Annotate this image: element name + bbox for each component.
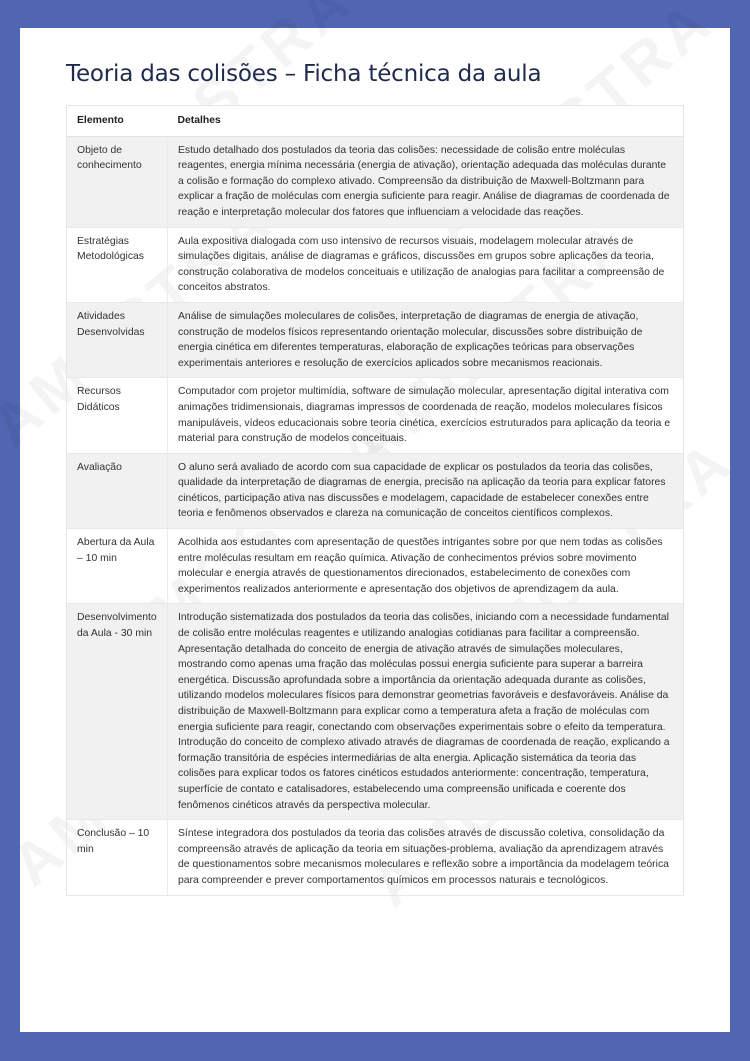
row-element: Recursos Didáticos	[67, 378, 168, 453]
row-element: Abertura da Aula – 10 min	[67, 529, 168, 604]
table-row	[67, 227, 684, 302]
table-row	[67, 136, 684, 227]
header-details: Detalhes	[168, 106, 684, 137]
row-details: Computador com projetor multimídia, software de simulação molecular, apresentação digital interativa com animações tridimensionais, diagramas impressos de coordenada de reação, modelos moleculares físicos manipuláveis, vídeos educacionais sobre teoria cinética, exercícios estruturados para aplicação da teoria e material para construção de modelos conceituais.	[168, 378, 684, 453]
row-details: O aluno será avaliado de acordo com sua capacidade de explicar os postulados da teoria das colisões, qualidade da interpretação de diagramas de energia, precisão na aplicação da teoria para explicar fatores cinéticos, participação ativa nas discussões e modelagem, capacidade de estabelecer conexões entre teoria e fenômenos observados e clareza na comunicação de conceitos científicos complexos.	[168, 453, 684, 528]
table-header-row	[67, 106, 684, 137]
row-element: Atividades Desenvolvidas	[67, 302, 168, 377]
row-element: Conclusão – 10 min	[67, 820, 168, 895]
table-row	[67, 302, 684, 377]
row-details: Síntese integradora dos postulados da teoria das colisões através de discussão coletiva, consolidação da compreensão através de aplicação da teoria em situações-problema, avaliação da aprendizagem através de questionamentos sobre mecanismos moleculares e reflexão sobre a importância da modelagem teórica para compreender e prever comportamentos químicos em processos naturais e tecnológicos.	[168, 820, 684, 895]
row-details: Acolhida aos estudantes com apresentação de questões intrigantes sobre por que nem todas as colisões entre moléculas resultam em reação química. Ativação de conhecimentos prévios sobre movimento molecular e energia através de questionamentos direcionados, estabelecimento de conexões com experimentos realizados anteriormente e apresentação dos objetivos de aprendizagem da aula.	[168, 529, 684, 604]
table-row	[67, 378, 684, 453]
row-details: Introdução sistematizada dos postulados da teoria das colisões, iniciando com a necessidade fundamental de colisão entre moléculas reagentes e utilizando analogias cotidianas para facilitar a compreensão. Apresentação detalhada do conceito de energia de ativação através de simulações moleculares, mostrando como apenas uma fração das moléculas possui energia suficiente para superar a barreira energética. Discussão aprofundada sobre a importância da orientação adequada durante as colisões, utilizando modelos moleculares físicos para demonstrar geometrias favoráveis e desfavoráveis. Análise da distribuição de Maxwell-Boltzmann para explicar como a temperatura afeta a fração de moléculas com energia suficiente para reagir, conectando com observações experimentais sobre o efeito da temperatura. Introdução do conceito de complexo ativado através de diagramas de coordenada de reação, explicando a formação transitória de espécies intermediárias de alta energia. Aplicação sistemática da teoria das colisões para explicar todos os fatores cinéticos estudados anteriormente: concentração, temperatura, superfície de contato e catalisadores, estabelecendo uma compreensão unificada e coerente dos fenômenos cinéticos através da perspectiva molecular.	[168, 604, 684, 820]
page-title: Teoria das colisões – Ficha técnica da aula	[66, 61, 542, 87]
table-row	[67, 820, 684, 895]
table-row	[67, 529, 684, 604]
row-details: Estudo detalhado dos postulados da teoria das colisões: necessidade de colisão entre moléculas reagentes, energia mínima necessária (energia de ativação), orientação adequada das moléculas durante a colisão e formação do complexo ativado. Compreensão da distribuição de Maxwell-Boltzmann para explicar a fração de moléculas com energia suficiente para reagir. Análise de diagramas de coordenada de reação e interpretação molecular dos fatores que influenciam a velocidade das reações.	[168, 136, 684, 227]
table-row	[67, 453, 684, 528]
row-element: Avaliação	[67, 453, 168, 528]
row-details: Análise de simulações moleculares de colisões, interpretação de diagramas de energia de ativação, construção de modelos físicos representando orientação molecular, discussões sobre distribuição de energia cinética em diferentes temperaturas, elaboração de explicações teóricas para observações experimentais anteriores e resolução de exercícios aplicados sobre mecanismos reacionais.	[168, 302, 684, 377]
row-element: Desenvolvimento da Aula - 30 min	[67, 604, 168, 820]
document-page	[20, 28, 730, 1032]
table-row	[67, 604, 684, 820]
row-element: Objeto de conhecimento	[67, 136, 168, 227]
row-details: Aula expositiva dialogada com uso intensivo de recursos visuais, modelagem molecular através de simulações digitais, análise de diagramas e gráficos, discussões em grupos sobre aplicações da teoria, construção colaborativa de modelos conceituais e utilização de analogias para facilitar a compreensão de conceitos abstratos.	[168, 227, 684, 302]
row-element: Estratégias Metodológicas	[67, 227, 168, 302]
header-element: Elemento	[67, 106, 168, 137]
lesson-sheet-table	[66, 105, 684, 896]
